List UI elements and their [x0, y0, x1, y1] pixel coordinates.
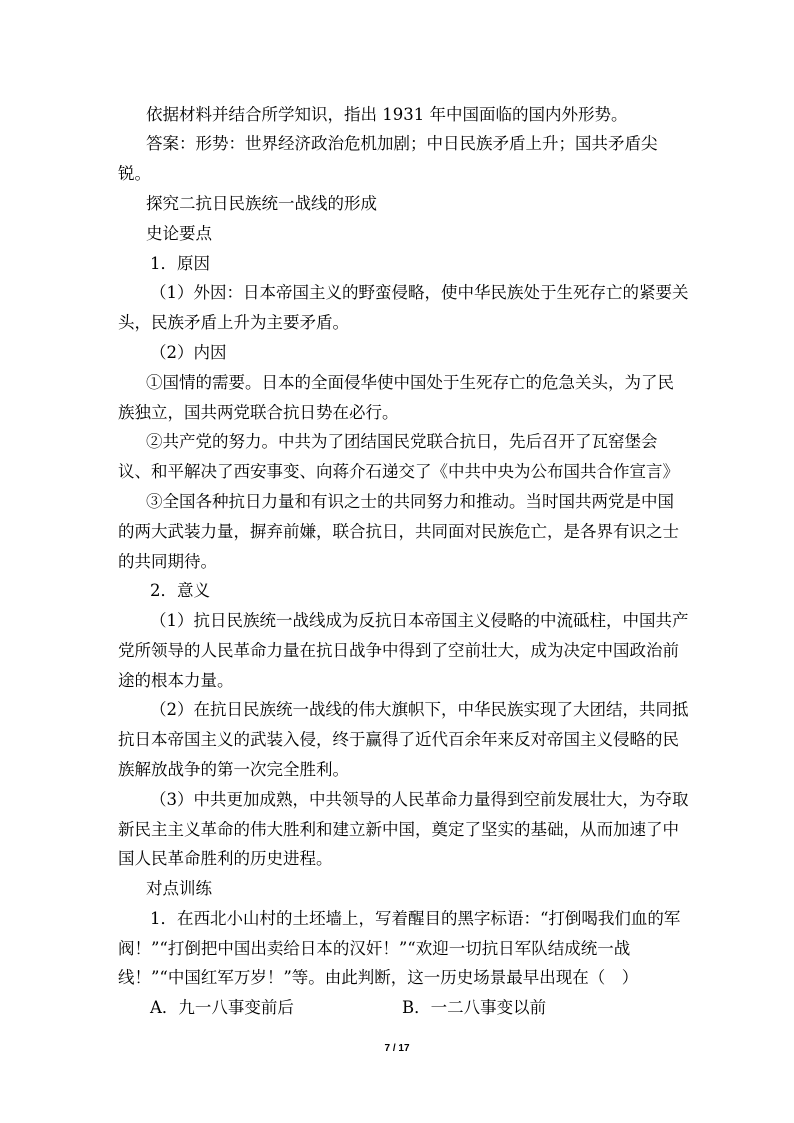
paragraph-line: 议、和平解决了西安事变、向蒋介石递交了《中共中央为公布国共合作宣言》: [118, 462, 679, 481]
list-heading: 1．原因: [150, 254, 210, 273]
list-heading: 2．意义: [150, 581, 210, 600]
paragraph-line: 新民主主义革命的伟大胜利和建立新中国，奠定了坚实的基础，从而加速了中: [118, 820, 679, 839]
paragraph-line: ③全国各种抗日力量和有识之士的共同努力和推动。当时国共两党是中国: [146, 492, 674, 511]
answer-line: 锐。: [118, 164, 151, 183]
question-line: 线！”“中国红军万岁！”等。由此判断，这一历史场景最早出现在（ ）: [118, 968, 639, 987]
section-heading: 探究二抗日民族统一战线的形成: [146, 194, 377, 213]
paragraph-line: 头，民族矛盾上升为主要矛盾。: [118, 313, 349, 332]
question-line: 阀！”“打倒把中国出卖给日本的汉奸！”“欢迎一切抗日军队结成统一战: [118, 939, 631, 958]
subsection-heading: 史论要点: [146, 224, 212, 243]
paragraph-line: 党所领导的人民革命力量在抗日战争中得到了空前壮大，成为决定中国政治前: [118, 641, 679, 660]
paragraph-line: （1）外因：日本帝国主义的野蛮侵略，使中华民族处于生死存亡的紧要关: [150, 283, 689, 302]
paragraph-line: （1）抗日民族统一战线成为反抗日本帝国主义侵略的中流砥柱，中国共产: [150, 611, 689, 630]
paragraph-line: 抗日本帝国主义的武装入侵，终于赢得了近代百余年来反对帝国主义侵略的民: [118, 730, 679, 749]
option-row: [150, 998, 710, 1018]
option-a: A．九一八事变前后: [150, 998, 294, 1017]
subsection-heading: 对点训练: [146, 879, 212, 898]
paragraph-line: 的两大武装力量，摒弃前嫌，联合抗日，共同面对民族危亡，是各界有识之士: [118, 522, 679, 541]
question-prompt: 依据材料并结合所学知识，指出 1931 年中国面临的国内外形势。: [146, 105, 628, 124]
paragraph-line: 族独立，国共两党联合抗日势在必行。: [118, 403, 399, 422]
option-b: B．一二八事变以前: [402, 998, 547, 1017]
paragraph-line: ②共产党的努力。中共为了团结国民党联合抗日，先后召开了瓦窑堡会: [146, 432, 658, 451]
paragraph-line: （2）在抗日民族统一战线的伟大旗帜下，中华民族实现了大团结，共同抵: [150, 700, 689, 719]
paragraph-line: 国人民革命胜利的历史进程。: [118, 849, 333, 868]
paragraph-line: 途的根本力量。: [118, 671, 234, 690]
question-line: 1．在西北小山村的土坯墙上，写着醒目的黑字标语：“打倒喝我们血的军: [150, 909, 681, 928]
paragraph-line: ①国情的需要。日本的全面侵华使中国处于生死存亡的危急关头，为了民: [146, 373, 674, 392]
paragraph-line: （3）中共更加成熟，中共领导的人民革命力量得到空前发展壮大，为夺取: [150, 790, 689, 809]
paragraph-line: 的共同期待。: [118, 552, 217, 571]
page-number: 7 / 17: [384, 1043, 410, 1054]
list-heading: （2）内因: [150, 343, 227, 362]
answer-line: 答案：形势：世界经济政治危机加剧；中日民族矛盾上升；国共矛盾尖: [146, 134, 658, 153]
paragraph-line: 族解放战争的第一次完全胜利。: [118, 760, 349, 779]
